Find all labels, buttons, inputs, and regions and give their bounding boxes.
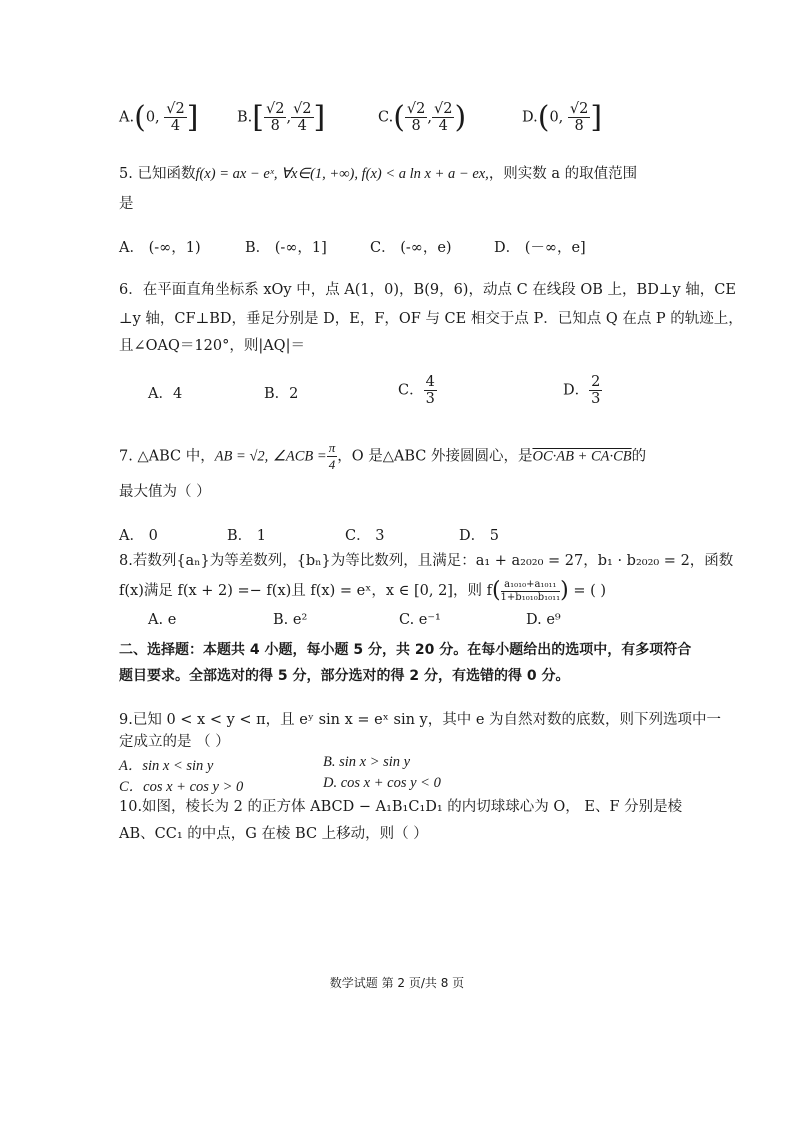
- q8-stem-line2: f(x)满足 f(x + 2) =− f(x)且 f(x) = eˣ，x ∈ [0, 2]，则 f( $\frac{\text{a₁₀₁₀+a₁₀₁₁}}{\text{1+b₁₀₁₀b₁₀₁₁}}$ ) = ( ): [119, 578, 607, 603]
- q5-option-b: B． (-∞，1]: [245, 240, 327, 256]
- q6-stem-line3: 且∠OAQ＝120°，则|AQ|＝: [119, 338, 305, 354]
- section2-heading-line2: 题目要求。全部选对的得 5 分，部分选对的得 2 分，有选错的得 0 分。: [119, 668, 570, 684]
- q8-option-a: A. e: [148, 612, 177, 628]
- q6-option-c: C． $\frac{4}{3}$: [398, 374, 435, 407]
- q7-option-d: D． 5: [459, 528, 499, 544]
- q8-option-b: B. e²: [273, 612, 308, 628]
- q10-stem-line1: 10.如图，棱长为 2 的正方体 ABCD − A₁B₁C₁D₁ 的内切球球心为 O， E、F 分别是棱: [119, 799, 683, 815]
- q10-stem-line2: AB、CC₁ 的中点，G 在棱 BC 上移动，则（ ）: [119, 826, 428, 842]
- q8-stem-line1: 8.若数列{aₙ}为等差数列，{bₙ}为等比数列，且满足：a₁ + a₂₀₂₀ = 27，b₁ · b₂₀₂₀ = 2，函数: [119, 553, 734, 569]
- q6-stem-line2: ⊥y 轴，CF⊥BD，垂足分别是 D，E，F，OF 与 CE 相交于点 P．已知点 Q 在点 P 的轨迹上，: [119, 311, 743, 327]
- page-footer: 数学试题 第 2 页/共 8 页: [329, 976, 465, 990]
- q5-option-c: C． (-∞，e): [370, 240, 452, 256]
- q9-stem-line2: 定成立的是 （ ）: [119, 734, 230, 750]
- q7-stem: 7. △ABC 中，AB = √2, ∠ACB = $\frac{\pi}{4}$ ，O 是△ABC 外接圆圆心，是OC·AB + CA·CB的: [119, 440, 647, 472]
- q9-option-a: A．sin x < sin y: [119, 758, 214, 774]
- q4-option-b: B.[ $\frac{√2}{8}$ , $\frac{√2}{4}$ ]: [237, 100, 326, 135]
- q7-option-b: B． 1: [227, 528, 266, 544]
- q5-stem: 5. 已知函数f(x) = ax − eˣ, ∀x∈(1, +∞), f(x) < a ln x + a − ex,，则实数 a 的取值范围: [119, 166, 638, 182]
- q4-option-d: D.(0, $\frac{√2}{8}$ ]: [522, 100, 603, 135]
- q7-stem-line2: 最大值为（ ）: [119, 484, 211, 500]
- q4-option-c: C.( $\frac{√2}{8}$ , $\frac{√2}{4}$ ): [378, 100, 467, 135]
- q7-option-a: A． 0: [119, 528, 158, 544]
- q5-stem-line2: 是: [119, 196, 134, 212]
- q9-option-d: D. cos x + cos y < 0: [323, 775, 441, 791]
- q4-option-a: A.(0, $\frac{√2}{4}$ ]: [119, 100, 199, 135]
- q9-option-b: B. sin x > sin y: [323, 754, 411, 770]
- q6-stem-line1: 6．在平面直角坐标系 xOy 中，点 A(1，0)，B(9，6)，动点 C 在线段 OB 上，BD⊥y 轴，CE: [119, 282, 736, 298]
- q8-option-d: D. e⁹: [526, 612, 561, 628]
- q5-option-a: A． (-∞，1): [119, 240, 201, 256]
- q6-option-b: B．2: [264, 386, 299, 402]
- q8-option-c: C. e⁻¹: [399, 612, 441, 628]
- q6-option-a: A．4: [148, 386, 183, 402]
- q6-option-d: D． $\frac{2}{3}$: [563, 374, 601, 407]
- q5-option-d: D． (－∞，e]: [494, 240, 586, 256]
- section2-heading-line1: 二、选择题：本题共 4 小题，每小题 5 分，共 20 分。在每小题给出的选项中，有多项符合: [119, 642, 692, 658]
- q9-option-c: C．cos x + cos y > 0: [119, 779, 244, 795]
- q9-stem-line1: 9.已知 0 < x < y < π，且 eʸ sin x = eˣ sin y，其中 e 为自然对数的底数，则下列选项中一: [119, 712, 722, 728]
- q7-option-c: C． 3: [345, 528, 385, 544]
